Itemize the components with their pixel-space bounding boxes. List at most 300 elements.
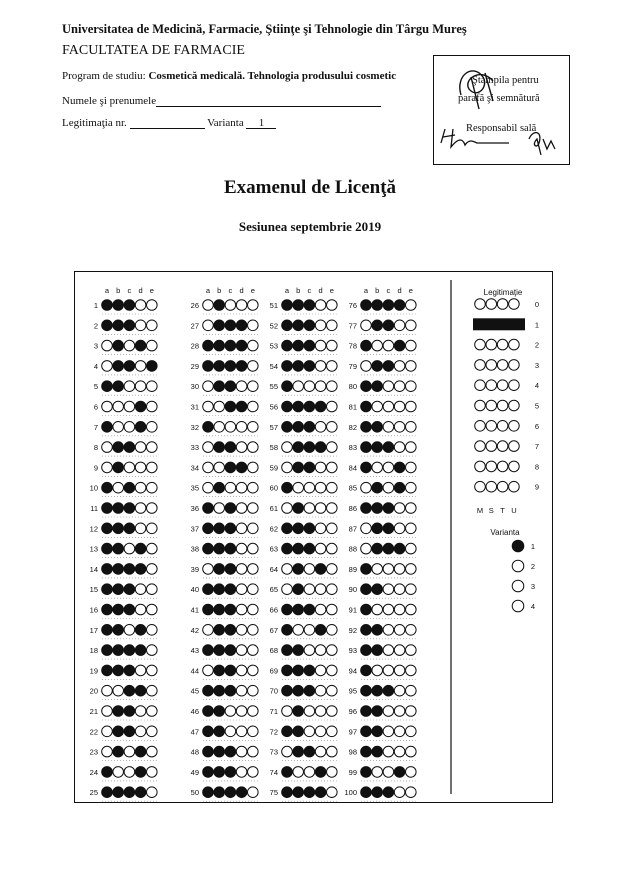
answer-bubble[interactable]: [304, 462, 315, 473]
answer-bubble[interactable]: [383, 584, 394, 595]
answer-bubble[interactable]: [304, 482, 315, 493]
varianta-bubble[interactable]: [512, 540, 524, 552]
answer-bubble[interactable]: [327, 320, 338, 331]
answer-bubble[interactable]: [236, 503, 247, 514]
answer-bubble[interactable]: [372, 645, 383, 656]
answer-bubble[interactable]: [147, 361, 158, 372]
answer-bubble[interactable]: [203, 543, 214, 554]
answer-bubble[interactable]: [214, 381, 225, 392]
legitimatie-bubble[interactable]: [497, 360, 508, 371]
answer-bubble[interactable]: [135, 422, 146, 433]
answer-bubble[interactable]: [361, 706, 372, 717]
answer-bubble[interactable]: [293, 706, 304, 717]
answer-bubble[interactable]: [203, 482, 214, 493]
legitimatie-bubble[interactable]: [497, 339, 508, 350]
answer-bubble[interactable]: [293, 381, 304, 392]
answer-bubble[interactable]: [147, 564, 158, 575]
answer-bubble[interactable]: [304, 361, 315, 372]
legitimatie-bubble[interactable]: [509, 421, 520, 432]
answer-bubble[interactable]: [203, 462, 214, 473]
answer-bubble[interactable]: [293, 564, 304, 575]
answer-bubble[interactable]: [293, 685, 304, 696]
answer-bubble[interactable]: [304, 381, 315, 392]
answer-bubble[interactable]: [203, 401, 214, 412]
answer-bubble[interactable]: [383, 706, 394, 717]
answer-bubble[interactable]: [282, 523, 293, 534]
answer-bubble[interactable]: [304, 401, 315, 412]
answer-bubble[interactable]: [113, 625, 124, 636]
legitimatie-bubble[interactable]: [497, 400, 508, 411]
answer-bubble[interactable]: [113, 442, 124, 453]
answer-bubble[interactable]: [327, 625, 338, 636]
answer-bubble[interactable]: [372, 543, 383, 554]
answer-bubble[interactable]: [124, 320, 135, 331]
answer-bubble[interactable]: [406, 584, 417, 595]
answer-bubble[interactable]: [327, 340, 338, 351]
answer-bubble[interactable]: [147, 503, 158, 514]
answer-bubble[interactable]: [135, 726, 146, 737]
answer-bubble[interactable]: [124, 767, 135, 778]
answer-bubble[interactable]: [383, 665, 394, 676]
answer-bubble[interactable]: [248, 422, 259, 433]
answer-bubble[interactable]: [406, 665, 417, 676]
answer-bubble[interactable]: [282, 503, 293, 514]
answer-bubble[interactable]: [304, 564, 315, 575]
answer-bubble[interactable]: [383, 300, 394, 311]
legitimatie-bubble[interactable]: [509, 360, 520, 371]
answer-bubble[interactable]: [293, 523, 304, 534]
answer-bubble[interactable]: [135, 645, 146, 656]
answer-bubble[interactable]: [236, 625, 247, 636]
answer-bubble[interactable]: [315, 604, 326, 615]
answer-bubble[interactable]: [147, 482, 158, 493]
answer-bubble[interactable]: [315, 706, 326, 717]
answer-bubble[interactable]: [282, 746, 293, 757]
answer-bubble[interactable]: [102, 422, 113, 433]
answer-bubble[interactable]: [315, 746, 326, 757]
answer-bubble[interactable]: [214, 442, 225, 453]
answer-bubble[interactable]: [214, 685, 225, 696]
answer-bubble[interactable]: [372, 685, 383, 696]
answer-bubble[interactable]: [394, 706, 405, 717]
answer-bubble[interactable]: [113, 706, 124, 717]
answer-bubble[interactable]: [315, 726, 326, 737]
answer-bubble[interactable]: [394, 300, 405, 311]
answer-bubble[interactable]: [304, 645, 315, 656]
answer-bubble[interactable]: [372, 482, 383, 493]
answer-bubble[interactable]: [304, 787, 315, 798]
answer-bubble[interactable]: [113, 746, 124, 757]
answer-bubble[interactable]: [135, 361, 146, 372]
answer-bubble[interactable]: [327, 584, 338, 595]
answer-bubble[interactable]: [203, 422, 214, 433]
answer-bubble[interactable]: [102, 685, 113, 696]
answer-bubble[interactable]: [102, 462, 113, 473]
answer-bubble[interactable]: [394, 746, 405, 757]
answer-bubble[interactable]: [406, 604, 417, 615]
answer-bubble[interactable]: [383, 320, 394, 331]
answer-bubble[interactable]: [214, 361, 225, 372]
answer-bubble[interactable]: [394, 381, 405, 392]
legitimatie-bubble[interactable]: [475, 380, 486, 391]
answer-bubble[interactable]: [406, 482, 417, 493]
answer-bubble[interactable]: [248, 685, 259, 696]
answer-bubble[interactable]: [135, 543, 146, 554]
answer-bubble[interactable]: [248, 300, 259, 311]
legitimatie-bubble[interactable]: [486, 461, 497, 472]
answer-bubble[interactable]: [135, 564, 146, 575]
answer-bubble[interactable]: [124, 300, 135, 311]
answer-bubble[interactable]: [372, 564, 383, 575]
answer-bubble[interactable]: [113, 381, 124, 392]
legitimatie-bubble[interactable]: [475, 421, 486, 432]
answer-bubble[interactable]: [248, 442, 259, 453]
answer-bubble[interactable]: [135, 503, 146, 514]
legitimatie-bubble[interactable]: [509, 441, 520, 452]
answer-bubble[interactable]: [282, 645, 293, 656]
answer-bubble[interactable]: [372, 503, 383, 514]
answer-bubble[interactable]: [102, 726, 113, 737]
answer-bubble[interactable]: [102, 543, 113, 554]
answer-bubble[interactable]: [406, 503, 417, 514]
answer-bubble[interactable]: [203, 381, 214, 392]
answer-bubble[interactable]: [147, 422, 158, 433]
answer-bubble[interactable]: [394, 564, 405, 575]
answer-bubble[interactable]: [304, 422, 315, 433]
answer-bubble[interactable]: [315, 665, 326, 676]
answer-bubble[interactable]: [147, 442, 158, 453]
answer-bubble[interactable]: [102, 746, 113, 757]
answer-bubble[interactable]: [102, 523, 113, 534]
answer-bubble[interactable]: [315, 543, 326, 554]
answer-bubble[interactable]: [327, 381, 338, 392]
answer-bubble[interactable]: [406, 523, 417, 534]
answer-bubble[interactable]: [113, 300, 124, 311]
answer-bubble[interactable]: [406, 645, 417, 656]
answer-bubble[interactable]: [406, 625, 417, 636]
answer-bubble[interactable]: [282, 564, 293, 575]
answer-bubble[interactable]: [327, 482, 338, 493]
answer-bubble[interactable]: [248, 625, 259, 636]
answer-bubble[interactable]: [225, 401, 236, 412]
legitimatie-bubble[interactable]: [486, 400, 497, 411]
answer-bubble[interactable]: [225, 422, 236, 433]
answer-bubble[interactable]: [372, 584, 383, 595]
answer-bubble[interactable]: [361, 604, 372, 615]
answer-bubble[interactable]: [135, 625, 146, 636]
answer-bubble[interactable]: [327, 422, 338, 433]
answer-bubble[interactable]: [203, 564, 214, 575]
answer-bubble[interactable]: [406, 787, 417, 798]
answer-bubble[interactable]: [383, 422, 394, 433]
answer-bubble[interactable]: [102, 340, 113, 351]
answer-bubble[interactable]: [113, 482, 124, 493]
answer-bubble[interactable]: [406, 462, 417, 473]
answer-bubble[interactable]: [102, 706, 113, 717]
varianta-bubble[interactable]: [512, 580, 524, 592]
answer-bubble[interactable]: [394, 401, 405, 412]
answer-bubble[interactable]: [225, 462, 236, 473]
answer-bubble[interactable]: [282, 340, 293, 351]
answer-bubble[interactable]: [113, 604, 124, 615]
answer-bubble[interactable]: [102, 442, 113, 453]
answer-bubble[interactable]: [282, 300, 293, 311]
answer-bubble[interactable]: [361, 767, 372, 778]
answer-bubble[interactable]: [394, 523, 405, 534]
answer-bubble[interactable]: [315, 767, 326, 778]
answer-bubble[interactable]: [102, 300, 113, 311]
answer-bubble[interactable]: [361, 665, 372, 676]
answer-bubble[interactable]: [102, 482, 113, 493]
answer-bubble[interactable]: [124, 422, 135, 433]
answer-bubble[interactable]: [361, 503, 372, 514]
answer-bubble[interactable]: [383, 604, 394, 615]
answer-bubble[interactable]: [225, 523, 236, 534]
answer-bubble[interactable]: [113, 523, 124, 534]
answer-bubble[interactable]: [372, 706, 383, 717]
answer-bubble[interactable]: [236, 543, 247, 554]
answer-bubble[interactable]: [248, 787, 259, 798]
answer-bubble[interactable]: [135, 787, 146, 798]
answer-bubble[interactable]: [214, 746, 225, 757]
answer-bubble[interactable]: [282, 442, 293, 453]
answer-bubble[interactable]: [315, 401, 326, 412]
answer-bubble[interactable]: [214, 584, 225, 595]
answer-bubble[interactable]: [293, 645, 304, 656]
answer-bubble[interactable]: [147, 300, 158, 311]
answer-bubble[interactable]: [394, 767, 405, 778]
answer-bubble[interactable]: [394, 685, 405, 696]
answer-bubble[interactable]: [282, 584, 293, 595]
answer-bubble[interactable]: [394, 787, 405, 798]
answer-bubble[interactable]: [203, 584, 214, 595]
answer-bubble[interactable]: [372, 767, 383, 778]
answer-bubble[interactable]: [214, 604, 225, 615]
answer-bubble[interactable]: [203, 340, 214, 351]
answer-bubble[interactable]: [147, 645, 158, 656]
legitimatie-bubble[interactable]: [486, 421, 497, 432]
answer-bubble[interactable]: [394, 422, 405, 433]
answer-bubble[interactable]: [406, 340, 417, 351]
answer-bubble[interactable]: [203, 706, 214, 717]
answer-bubble[interactable]: [147, 685, 158, 696]
answer-bubble[interactable]: [361, 685, 372, 696]
answer-bubble[interactable]: [102, 584, 113, 595]
answer-bubble[interactable]: [282, 482, 293, 493]
answer-bubble[interactable]: [124, 381, 135, 392]
answer-bubble[interactable]: [282, 462, 293, 473]
legitimatie-bubble[interactable]: [486, 360, 497, 371]
answer-bubble[interactable]: [327, 685, 338, 696]
answer-bubble[interactable]: [135, 706, 146, 717]
answer-bubble[interactable]: [327, 604, 338, 615]
answer-bubble[interactable]: [203, 361, 214, 372]
answer-bubble[interactable]: [113, 665, 124, 676]
answer-bubble[interactable]: [372, 320, 383, 331]
answer-bubble[interactable]: [293, 320, 304, 331]
answer-bubble[interactable]: [372, 523, 383, 534]
answer-bubble[interactable]: [406, 543, 417, 554]
answer-bubble[interactable]: [248, 604, 259, 615]
answer-bubble[interactable]: [113, 584, 124, 595]
answer-bubble[interactable]: [147, 381, 158, 392]
answer-bubble[interactable]: [394, 584, 405, 595]
answer-bubble[interactable]: [147, 584, 158, 595]
answer-bubble[interactable]: [406, 381, 417, 392]
answer-bubble[interactable]: [372, 665, 383, 676]
answer-bubble[interactable]: [124, 645, 135, 656]
answer-bubble[interactable]: [394, 462, 405, 473]
answer-bubble[interactable]: [383, 564, 394, 575]
answer-bubble[interactable]: [304, 746, 315, 757]
answer-bubble[interactable]: [225, 625, 236, 636]
answer-bubble[interactable]: [282, 320, 293, 331]
answer-bubble[interactable]: [406, 300, 417, 311]
answer-bubble[interactable]: [361, 726, 372, 737]
answer-bubble[interactable]: [248, 482, 259, 493]
answer-bubble[interactable]: [293, 746, 304, 757]
answer-bubble[interactable]: [293, 665, 304, 676]
answer-bubble[interactable]: [113, 401, 124, 412]
answer-bubble[interactable]: [135, 767, 146, 778]
answer-bubble[interactable]: [124, 787, 135, 798]
varianta-bubble[interactable]: [512, 600, 524, 612]
answer-bubble[interactable]: [327, 746, 338, 757]
answer-bubble[interactable]: [214, 645, 225, 656]
answer-bubble[interactable]: [293, 543, 304, 554]
answer-bubble[interactable]: [102, 320, 113, 331]
answer-bubble[interactable]: [102, 604, 113, 615]
legitimatie-bubble[interactable]: [509, 400, 520, 411]
answer-bubble[interactable]: [147, 340, 158, 351]
answer-bubble[interactable]: [124, 340, 135, 351]
answer-bubble[interactable]: [293, 625, 304, 636]
answer-bubble[interactable]: [406, 320, 417, 331]
answer-bubble[interactable]: [102, 401, 113, 412]
answer-bubble[interactable]: [282, 361, 293, 372]
answer-bubble[interactable]: [102, 564, 113, 575]
answer-bubble[interactable]: [394, 361, 405, 372]
answer-bubble[interactable]: [225, 381, 236, 392]
answer-bubble[interactable]: [124, 625, 135, 636]
answer-bubble[interactable]: [304, 543, 315, 554]
answer-bubble[interactable]: [225, 604, 236, 615]
answer-bubble[interactable]: [214, 422, 225, 433]
answer-bubble[interactable]: [282, 381, 293, 392]
answer-bubble[interactable]: [248, 584, 259, 595]
answer-bubble[interactable]: [372, 300, 383, 311]
answer-bubble[interactable]: [383, 767, 394, 778]
answer-bubble[interactable]: [304, 584, 315, 595]
answer-bubble[interactable]: [236, 482, 247, 493]
answer-bubble[interactable]: [124, 361, 135, 372]
answer-bubble[interactable]: [124, 523, 135, 534]
answer-bubble[interactable]: [282, 726, 293, 737]
answer-bubble[interactable]: [236, 422, 247, 433]
answer-bubble[interactable]: [147, 706, 158, 717]
answer-bubble[interactable]: [236, 685, 247, 696]
answer-bubble[interactable]: [147, 320, 158, 331]
answer-bubble[interactable]: [327, 726, 338, 737]
answer-bubble[interactable]: [214, 726, 225, 737]
answer-bubble[interactable]: [248, 361, 259, 372]
answer-bubble[interactable]: [225, 300, 236, 311]
answer-bubble[interactable]: [113, 462, 124, 473]
answer-bubble[interactable]: [225, 726, 236, 737]
answer-bubble[interactable]: [236, 665, 247, 676]
answer-bubble[interactable]: [203, 503, 214, 514]
answer-bubble[interactable]: [383, 503, 394, 514]
answer-bubble[interactable]: [225, 564, 236, 575]
answer-bubble[interactable]: [248, 746, 259, 757]
answer-bubble[interactable]: [304, 523, 315, 534]
answer-bubble[interactable]: [113, 685, 124, 696]
answer-bubble[interactable]: [327, 543, 338, 554]
answer-bubble[interactable]: [406, 685, 417, 696]
answer-bubble[interactable]: [361, 462, 372, 473]
answer-bubble[interactable]: [225, 340, 236, 351]
answer-bubble[interactable]: [124, 604, 135, 615]
answer-bubble[interactable]: [293, 726, 304, 737]
answer-bubble[interactable]: [102, 665, 113, 676]
answer-bubble[interactable]: [236, 604, 247, 615]
answer-bubble[interactable]: [248, 401, 259, 412]
answer-bubble[interactable]: [361, 645, 372, 656]
answer-bubble[interactable]: [214, 523, 225, 534]
name-input-line[interactable]: [156, 95, 381, 107]
answer-bubble[interactable]: [406, 564, 417, 575]
answer-bubble[interactable]: [361, 442, 372, 453]
legitimatie-bubble[interactable]: [497, 481, 508, 492]
answer-bubble[interactable]: [214, 462, 225, 473]
legitimatie-bubble[interactable]: [509, 461, 520, 472]
answer-bubble[interactable]: [225, 361, 236, 372]
answer-bubble[interactable]: [113, 361, 124, 372]
answer-bubble[interactable]: [124, 726, 135, 737]
answer-bubble[interactable]: [327, 787, 338, 798]
answer-bubble[interactable]: [236, 767, 247, 778]
answer-bubble[interactable]: [135, 584, 146, 595]
varianta-bubble[interactable]: [512, 560, 524, 572]
answer-bubble[interactable]: [293, 767, 304, 778]
legitimatie-bubble[interactable]: [497, 380, 508, 391]
answer-bubble[interactable]: [394, 340, 405, 351]
answer-bubble[interactable]: [361, 300, 372, 311]
answer-bubble[interactable]: [383, 645, 394, 656]
answer-bubble[interactable]: [236, 401, 247, 412]
answer-bubble[interactable]: [113, 767, 124, 778]
answer-bubble[interactable]: [383, 746, 394, 757]
answer-bubble[interactable]: [383, 401, 394, 412]
answer-bubble[interactable]: [383, 726, 394, 737]
answer-bubble[interactable]: [248, 665, 259, 676]
answer-bubble[interactable]: [282, 665, 293, 676]
answer-bubble[interactable]: [248, 381, 259, 392]
answer-bubble[interactable]: [372, 746, 383, 757]
answer-bubble[interactable]: [372, 604, 383, 615]
answer-bubble[interactable]: [236, 361, 247, 372]
answer-bubble[interactable]: [315, 503, 326, 514]
answer-bubble[interactable]: [372, 401, 383, 412]
answer-bubble[interactable]: [293, 401, 304, 412]
answer-bubble[interactable]: [113, 320, 124, 331]
answer-bubble[interactable]: [394, 482, 405, 493]
answer-bubble[interactable]: [372, 625, 383, 636]
answer-bubble[interactable]: [293, 482, 304, 493]
answer-bubble[interactable]: [304, 726, 315, 737]
answer-bubble[interactable]: [214, 340, 225, 351]
answer-bubble[interactable]: [248, 462, 259, 473]
